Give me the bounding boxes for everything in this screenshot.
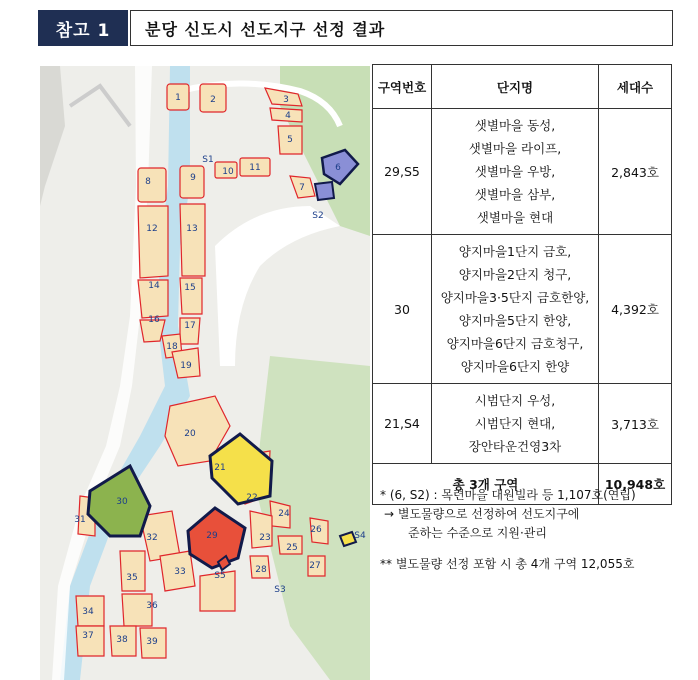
complex-list xyxy=(432,384,599,464)
table-row xyxy=(373,235,672,384)
zone-label: 18 xyxy=(166,342,178,352)
district-map xyxy=(40,66,370,680)
table-header-row xyxy=(373,65,672,109)
page-title-text: 분당 신도시 선도지구 선정 결과 xyxy=(145,19,386,39)
selection-table xyxy=(372,64,672,505)
households-cell: 2,843호 xyxy=(599,109,672,235)
footnotes xyxy=(380,486,680,574)
zone-label: 37 xyxy=(82,631,94,641)
complex-list xyxy=(432,109,599,235)
total-label: 총 3개 구역 xyxy=(373,464,599,505)
zone-label: 29 xyxy=(206,531,218,541)
reference-badge: 참고 1 xyxy=(38,10,128,46)
zone-label: 6 xyxy=(335,163,341,173)
zone-label: 26 xyxy=(310,525,322,535)
zone-label: 28 xyxy=(255,565,267,575)
zone-label: 19 xyxy=(180,361,192,371)
footnote-1: * (6, S2) : 목련마을 대원빌라 등 1,107호(연립) xyxy=(380,488,636,502)
complex-name: 시범단지 현대, xyxy=(474,416,556,431)
zone-label: 23 xyxy=(259,533,271,543)
zone-label: 35 xyxy=(126,573,138,583)
zone-label: 14 xyxy=(148,281,160,291)
zone-label: 12 xyxy=(146,224,158,234)
zone-label: 32 xyxy=(146,533,158,543)
zone-label: 22 xyxy=(246,493,258,503)
zone-label: 9 xyxy=(190,173,196,183)
complex-name: 시범단지 우성, xyxy=(474,393,556,408)
complex-name: 샛별마을 라이프, xyxy=(468,141,562,156)
complex-name: 샛별마을 삼부, xyxy=(474,187,556,202)
zone-label: 5 xyxy=(287,135,293,145)
footnote-1-detail-cont: 준하는 수준으로 지원·관리 xyxy=(408,526,547,540)
complex-name: 샛별마을 현대 xyxy=(476,210,554,225)
zone-label: 3 xyxy=(283,95,289,105)
zone-label: 17 xyxy=(184,321,196,331)
complex-name: 샛별마을 우방, xyxy=(474,164,556,179)
zone-label: 27 xyxy=(309,561,321,571)
complex-list xyxy=(432,235,599,384)
complex-name: 양지마을6단지 금호청구, xyxy=(446,336,584,351)
footnote-2: ** 별도물량 선정 포함 시 총 4개 구역 12,055호 xyxy=(380,557,635,571)
complex-name: 양지마을1단지 금호, xyxy=(458,244,572,259)
zone-label: 21 xyxy=(214,463,226,473)
zone-label: S1 xyxy=(202,155,214,165)
zone-label: 34 xyxy=(82,607,94,617)
zone-label: 11 xyxy=(249,163,261,173)
zone-label: 33 xyxy=(174,567,186,577)
zone-label: 10 xyxy=(222,167,234,177)
zone-label: 39 xyxy=(146,637,158,647)
zone-label: 2 xyxy=(210,95,216,105)
zone-label: 24 xyxy=(278,509,290,519)
zone-label: S3 xyxy=(274,585,286,595)
footnote-1-detail: → 별도물량으로 선정하여 선도지구에 xyxy=(384,507,580,521)
complex-name: 양지마을5단지 한양, xyxy=(458,313,572,328)
table-row xyxy=(373,384,672,464)
zone-label: 31 xyxy=(74,515,86,525)
zone-label: 20 xyxy=(184,429,196,439)
page-title xyxy=(130,10,673,46)
zone-label: 1 xyxy=(175,93,181,103)
households-cell: 4,392호 xyxy=(599,235,672,384)
complex-name: 양지마을3·5단지 금호한양, xyxy=(440,290,590,305)
zone-label: 30 xyxy=(116,497,128,507)
zone-label: 15 xyxy=(184,283,196,293)
zone-cell: 30 xyxy=(373,235,432,384)
zone-label: 16 xyxy=(148,315,160,325)
zone-label: 7 xyxy=(299,183,305,193)
complex-name: 샛별마을 동성, xyxy=(474,118,556,133)
col-header-households: 세대수 xyxy=(599,65,672,109)
zone-label: 8 xyxy=(145,177,151,187)
zone-label: S2 xyxy=(312,211,324,221)
zone-label: S5 xyxy=(214,571,226,581)
zone-cell: 21,S4 xyxy=(373,384,432,464)
table-row xyxy=(373,109,672,235)
col-header-complex: 단지명 xyxy=(432,65,599,109)
zone-label: 13 xyxy=(186,224,198,234)
households-cell: 3,713호 xyxy=(599,384,672,464)
complex-name: 양지마을2단지 청구, xyxy=(458,267,572,282)
total-value: 10,948호 xyxy=(599,464,672,505)
zone-label: S4 xyxy=(354,531,366,541)
complex-name: 양지마을6단지 한양 xyxy=(460,359,570,374)
col-header-zone: 구역번호 xyxy=(373,65,432,109)
zone-label: 25 xyxy=(286,543,298,553)
zone-cell: 29,S5 xyxy=(373,109,432,235)
complex-name: 장안타운건영3차 xyxy=(468,439,562,454)
zone-label: 36 xyxy=(146,601,158,611)
zone-label: 4 xyxy=(285,111,291,121)
zone-label: 38 xyxy=(116,635,128,645)
